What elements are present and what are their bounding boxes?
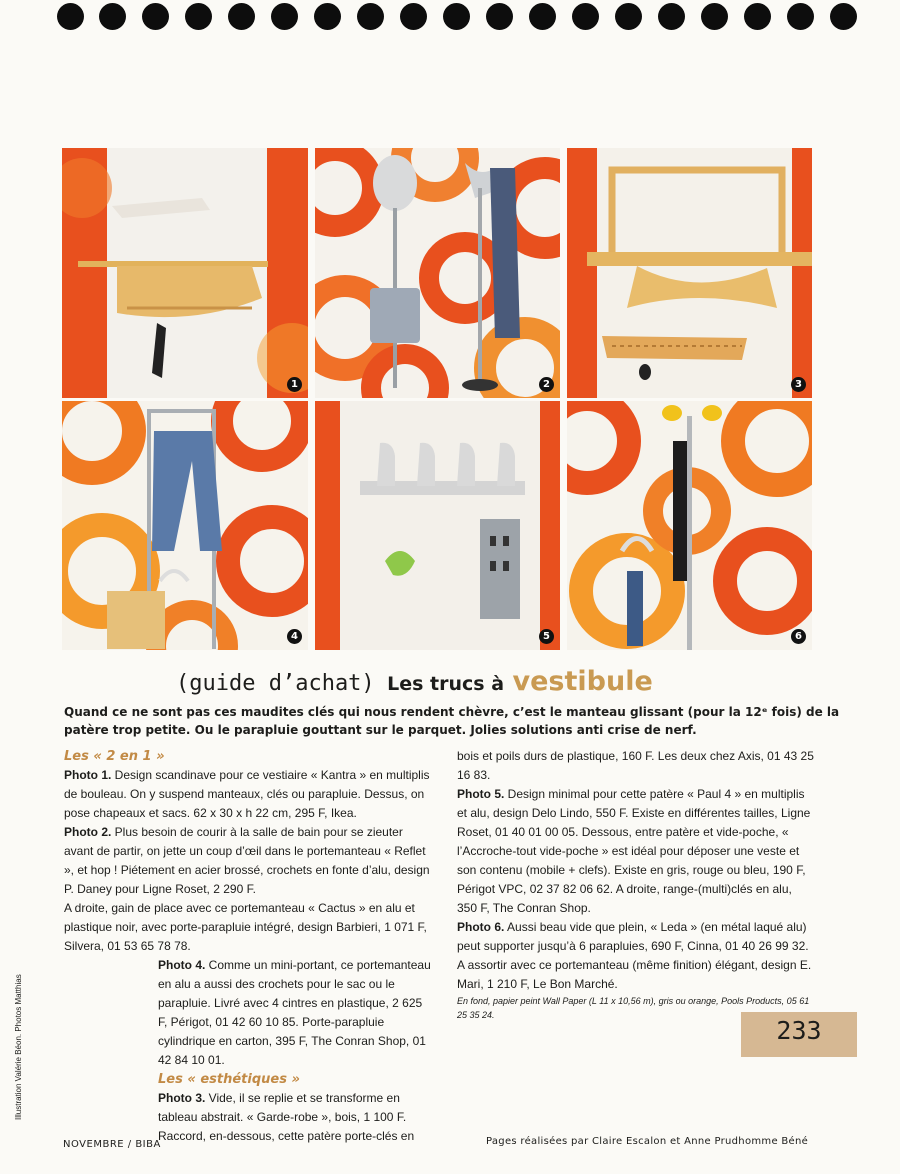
- caption-text: Comme un mini-portant, ce portemanteau en alu a aussi des crochets pour le sac ou le parapluie. Livré avec 4 cintres en plastique, 2 625 F, Périgot, 01 42 60 10 85. Porte-parapluie cylindrique en carton, 395 F, The Conran Shop, 01 42 84 10 01.: [158, 958, 431, 1067]
- photo-number: 3: [791, 377, 806, 392]
- photo-4: [62, 401, 308, 650]
- photo-number: 6: [791, 629, 806, 644]
- photo-label: Photo 1.: [64, 768, 112, 782]
- photo-1: [62, 148, 308, 398]
- photo-3-caption-continued: bois et poils durs de plastique, 160 F. Les deux chez Axis, 01 43 25 16 83.: [457, 749, 814, 782]
- subheading-esthetiques: Les « esthétiques »: [158, 1072, 300, 1087]
- intro-paragraph: Quand ce ne sont pas ces maudites clés qui nous rendent chèvre, c’est le manteau glissant (pour la 12ᵉ fois) de la patère trop petite. Ou le parapluie gouttant sur le parquet. Jolies solutions anti crise de nerf.: [64, 705, 840, 737]
- photo-number: 4: [287, 629, 302, 644]
- cactus-caption: A droite, gain de place avec ce portemanteau « Cactus » en alu et plastique noir, avec porte-parapluie intégré, design Barbieri, 1 071 F, Silvera, 01 53 65 78 78.: [64, 901, 427, 953]
- footer-issue: NOVEMBRE / BIBA: [63, 1139, 161, 1150]
- section-label: (guide d’achat): [176, 671, 375, 696]
- title-accent: vestibule: [512, 666, 653, 697]
- footer-authors: Pages réalisées par Claire Escalon et Anne Prudhomme Béné: [486, 1136, 809, 1147]
- binding-holes: [0, 0, 900, 40]
- caption-text: Vide, il se replie et se transforme en tableau abstrait. « Garde-robe », bois, 1 100 F. Raccord, en-dessous, cette patère porte-clés en: [158, 1091, 415, 1143]
- caption-text: Plus besoin de courir à la salle de bain pour se zieuter avant de partir, on jette un coup d’œil dans le portemanteau « Reflet », et hop ! Piétement en acier brossé, crochets en fonte d’alu, design P. Daney pour Ligne Roset, 2 290 F.: [64, 825, 430, 896]
- photo-4-caption: [64, 956, 434, 1070]
- photo-6-caption: [457, 918, 814, 994]
- photo-label: Photo 6.: [457, 920, 505, 934]
- photo-2: [315, 148, 560, 398]
- photo-3-caption: [64, 1089, 434, 1146]
- photo-label: Photo 2.: [64, 825, 112, 839]
- photo-credit: Illustration Valérie Béon. Photos Matthias: [14, 974, 23, 1120]
- photo-5-caption: [457, 785, 814, 918]
- photo-3: [567, 148, 812, 398]
- caption-text: Design minimal pour cette patère « Paul 4 » en multiplis et alu, design Delo Lindo, 550 F. Existe en différentes tailles, Ligne Roset, 01 40 01 00 05. Dessous, entre patère et vide-poche, « l’Accroche-tout vide-poche » est idéal pour déposer une veste et son contenu (mobile + clefs). Existe en gris, rouge ou bleu, 190 F, Périgot VPC, 02 37 82 06 62. A droite, range-(multi)clés en alu, 350 F, The Conran Shop.: [457, 787, 811, 915]
- page-number: 233: [741, 1012, 857, 1057]
- photo-number: 2: [539, 377, 554, 392]
- wallpaper-credit: En fond, papier peint Wall Paper (L 11 x 10,56 m), gris ou orange, Pools Products, 05 61 25 35 24.: [457, 996, 810, 1020]
- article-heading: [176, 666, 653, 706]
- photo-number: 5: [539, 629, 554, 644]
- photo-6: [567, 401, 812, 650]
- right-column: [457, 747, 814, 1022]
- caption-text: Design scandinave pour ce vestiaire « Kantra » en multiplis de bouleau. On y suspend manteaux, clés ou parapluie. Dessus, on pose chapeaux et sacs. 62 x 30 x h 22 cm, 295 F, Ikea.: [64, 768, 430, 820]
- photo-number: 1: [287, 377, 302, 392]
- photo-1-caption: [64, 766, 434, 823]
- photo-label: Photo 3.: [158, 1091, 206, 1105]
- caption-text: Aussi beau vide que plein, « Leda » (en métal laqué alu) peut supporter jusqu’à 6 parapluies, 690 F, Cinna, 01 40 26 99 32. A assortir avec ce portemanteau (même finition) élégant, design E. Mari, 1 210 F, Le Bon Marché.: [457, 920, 812, 991]
- left-column: [64, 747, 434, 1146]
- photo-label: Photo 5.: [457, 787, 505, 801]
- photo-2-caption: [64, 823, 434, 899]
- photo-label: Photo 4.: [158, 958, 206, 972]
- subheading-2en1: Les « 2 en 1 »: [64, 749, 165, 764]
- title-prefix: Les trucs à: [387, 673, 505, 695]
- photo-5: [315, 401, 560, 650]
